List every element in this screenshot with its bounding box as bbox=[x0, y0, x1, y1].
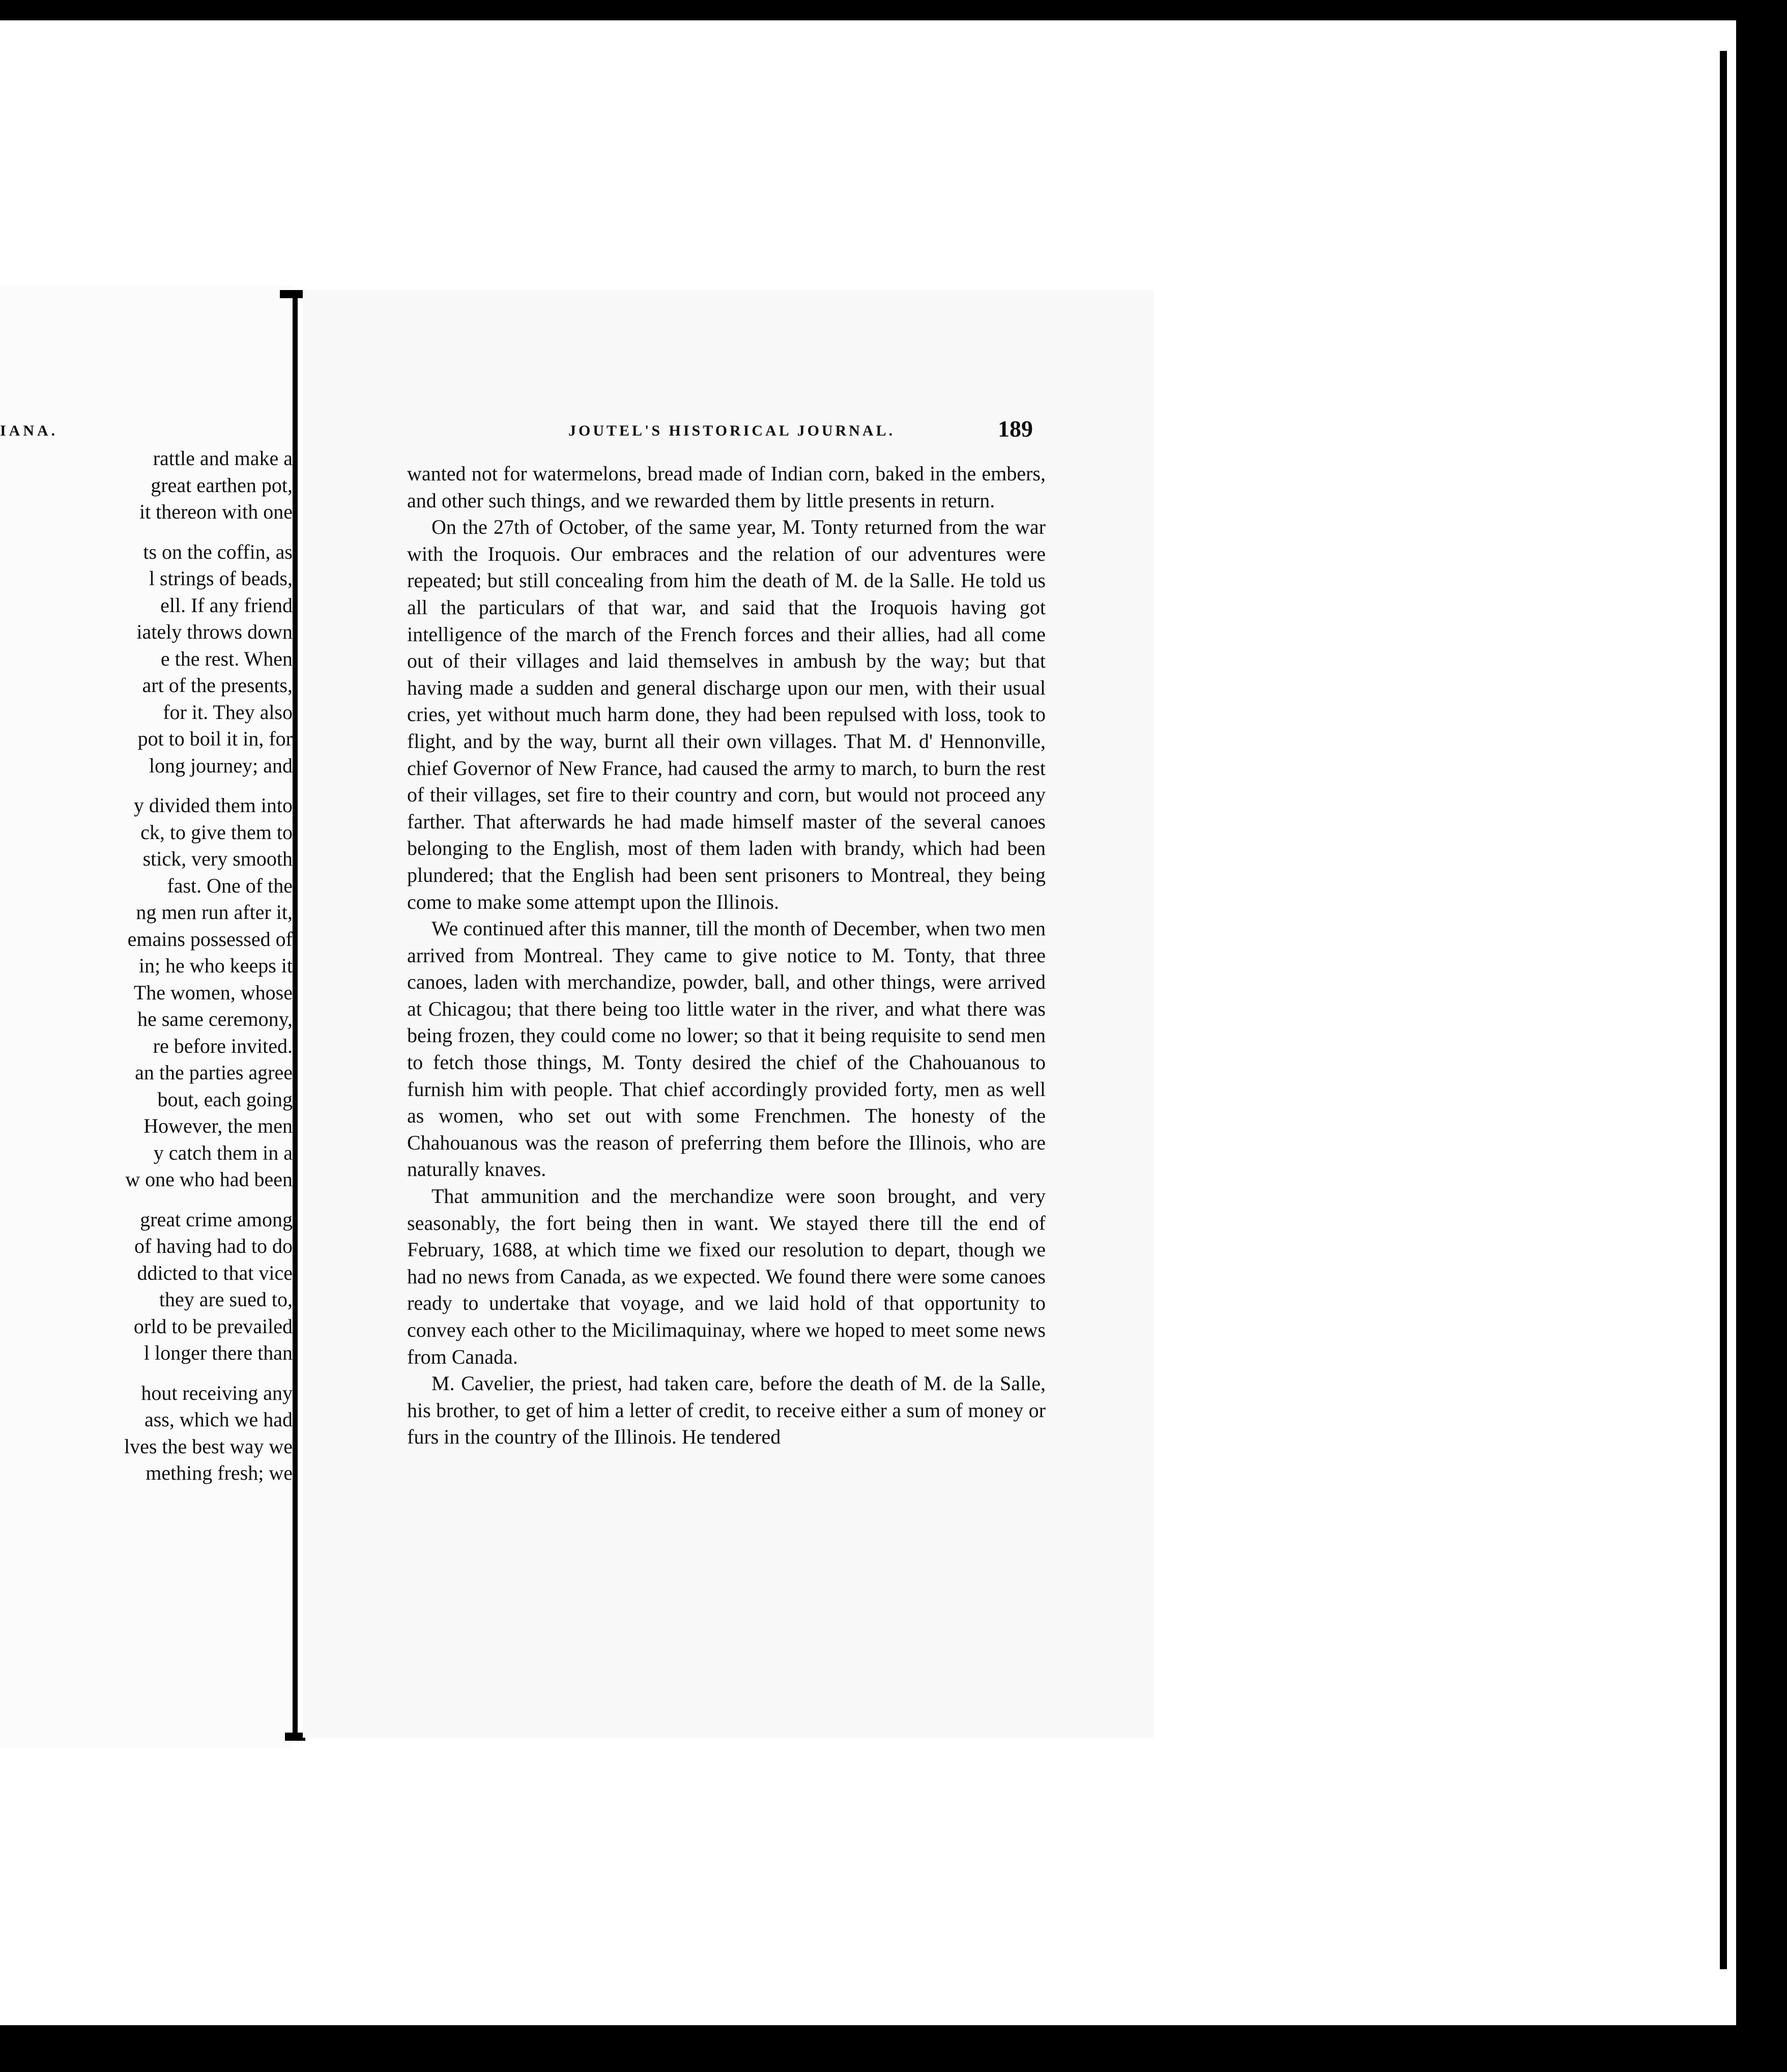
text-line: y divided them into bbox=[133, 794, 293, 817]
sheet-edge-right bbox=[1720, 51, 1727, 1969]
left-running-head: IANA. bbox=[0, 422, 59, 439]
paragraph: On the 27th of October, of the same year, M. Tonty returned from the war with the Iroquois. Our embraces and the relation of our adventures were repeated; but still concealing from him the death of M. de la Salle. He told us all the particulars of that war, and said that the Iroquois having got intelligence of the march of the French forces and their allies, had all come out of their villages and laid themselves in ambush by the way; but that having made a sudden and general discharge upon our men, with their usual cries, yet without much harm done, they had been repulsed with loss, took to flight, and by the way, burnt all their own villages. That M. d' Hennonville, chief Governor of New France, had caused the army to march, to burn the rest of their villages, set fire to their country and corn, but would not proceed any farther. That afterwards he had made himself master of the several canoes belonging to the English, most of them laden with brandy, which had been plundered; that the English had been sent prisoners to Montreal, they being come to make some attempt upon the Illinois. bbox=[407, 515, 1046, 913]
text-line: y catch them in a bbox=[153, 1141, 293, 1164]
right-page bbox=[303, 290, 1154, 1738]
text-line: bout, each going bbox=[157, 1087, 293, 1111]
running-head: JOUTEL'S HISTORICAL JOURNAL. bbox=[568, 422, 896, 439]
text-line: long journey; and bbox=[149, 754, 293, 777]
text-line: The women, whose bbox=[133, 981, 293, 1004]
text-line: e the rest. When bbox=[160, 647, 293, 670]
text-line: rattle and make a bbox=[153, 447, 293, 470]
text-line: lves the best way we bbox=[124, 1434, 293, 1458]
spine-bottom-mark bbox=[285, 1733, 305, 1741]
text-line: great earthen pot, bbox=[151, 473, 293, 497]
text-line: hout receiving any bbox=[141, 1381, 293, 1404]
spine-top-mark bbox=[280, 290, 303, 298]
line-gap bbox=[0, 779, 293, 792]
text-line: re before invited. bbox=[153, 1034, 293, 1057]
text-line: of having had to do bbox=[134, 1234, 293, 1257]
text-line: emains possessed of bbox=[127, 927, 293, 951]
text-line: in; he who keeps it bbox=[138, 954, 293, 977]
text-line: However, the men bbox=[143, 1114, 293, 1137]
text-line: it thereon with one bbox=[139, 500, 293, 523]
body-text bbox=[407, 461, 1046, 1451]
scan-border-right bbox=[1736, 0, 1787, 2072]
text-line: ts on the coffin, as bbox=[143, 540, 293, 563]
line-gap bbox=[0, 1193, 293, 1206]
page-number: 189 bbox=[998, 416, 1033, 442]
book-spine bbox=[293, 290, 298, 1738]
text-line: for it. They also bbox=[163, 700, 293, 724]
line-gap bbox=[0, 526, 293, 539]
paragraph: That ammunition and the merchandize were soon brought, and very seasonably, the fort being then in want. We stayed there till the end of February, 1688, at which time we fixed our resolution to depart, though we had no news from Canada, as we expected. We found there were some canoes ready to undertake that voyage, and we laid hold of that opportunity to convey each other to the Micilimaquinay, where we hoped to meet some news from Canada. bbox=[407, 1185, 1046, 1368]
text-line: ng men run after it, bbox=[136, 901, 293, 924]
text-line: they are sued to, bbox=[159, 1288, 293, 1311]
paragraph: We continued after this manner, till the month of December, when two men arrived from Montreal. They came to give notice to M. Tonty, that three canoes, laden with merchandize, powder, ball, and other things, were arrived at Chicagou; that there being too little water in the river, and what there was being frozen, they could come no lower; so that it being requisite to send men to fetch those things, M. Tonty desired the chief of the Chahouanous to furnish him with people. That chief accordingly provided forty, men as well as women, who set out with some Frenchmen. The honesty of the Chahouanous was the reason of preferring them before the Illinois, who are naturally knaves. bbox=[407, 917, 1046, 1181]
line-gap bbox=[0, 1367, 293, 1380]
text-line: stick, very smooth bbox=[142, 847, 293, 870]
text-line: he same ceremony, bbox=[137, 1008, 293, 1030]
text-line: w one who had been bbox=[125, 1168, 293, 1191]
left-page bbox=[0, 285, 293, 1748]
text-line: ck, to give them to bbox=[140, 820, 293, 844]
scan-border-top bbox=[0, 0, 1787, 20]
text-line: art of the presents, bbox=[142, 674, 293, 697]
text-line: pot to boil it in, for bbox=[137, 727, 293, 750]
left-page-text bbox=[0, 445, 293, 1487]
text-line: iately throws down bbox=[136, 620, 293, 643]
text-line: great crime among bbox=[140, 1207, 293, 1231]
text-line: ell. If any friend bbox=[160, 593, 293, 617]
paragraph: M. Cavelier, the priest, had taken care, before the death of M. de la Salle, his brother, to get of him a letter of credit, to receive either a sum of money or furs in the country of the Illinois. He tendered bbox=[407, 1372, 1046, 1449]
text-line: ass, which we had bbox=[144, 1408, 293, 1431]
text-line: mething fresh; we bbox=[146, 1461, 293, 1484]
text-line: l strings of beads, bbox=[149, 567, 293, 590]
scan-border-bottom bbox=[0, 2025, 1787, 2072]
text-line: orld to be prevailed bbox=[133, 1314, 293, 1338]
text-line: an the parties agree bbox=[135, 1061, 293, 1084]
text-line: l longer there than bbox=[143, 1341, 293, 1364]
text-line: fast. One of the bbox=[167, 874, 293, 897]
paragraph: wanted not for watermelons, bread made of Indian corn, baked in the embers, and other such things, and we rewarded them by little presents in return. bbox=[407, 462, 1046, 512]
text-line: ddicted to that vice bbox=[137, 1261, 293, 1284]
